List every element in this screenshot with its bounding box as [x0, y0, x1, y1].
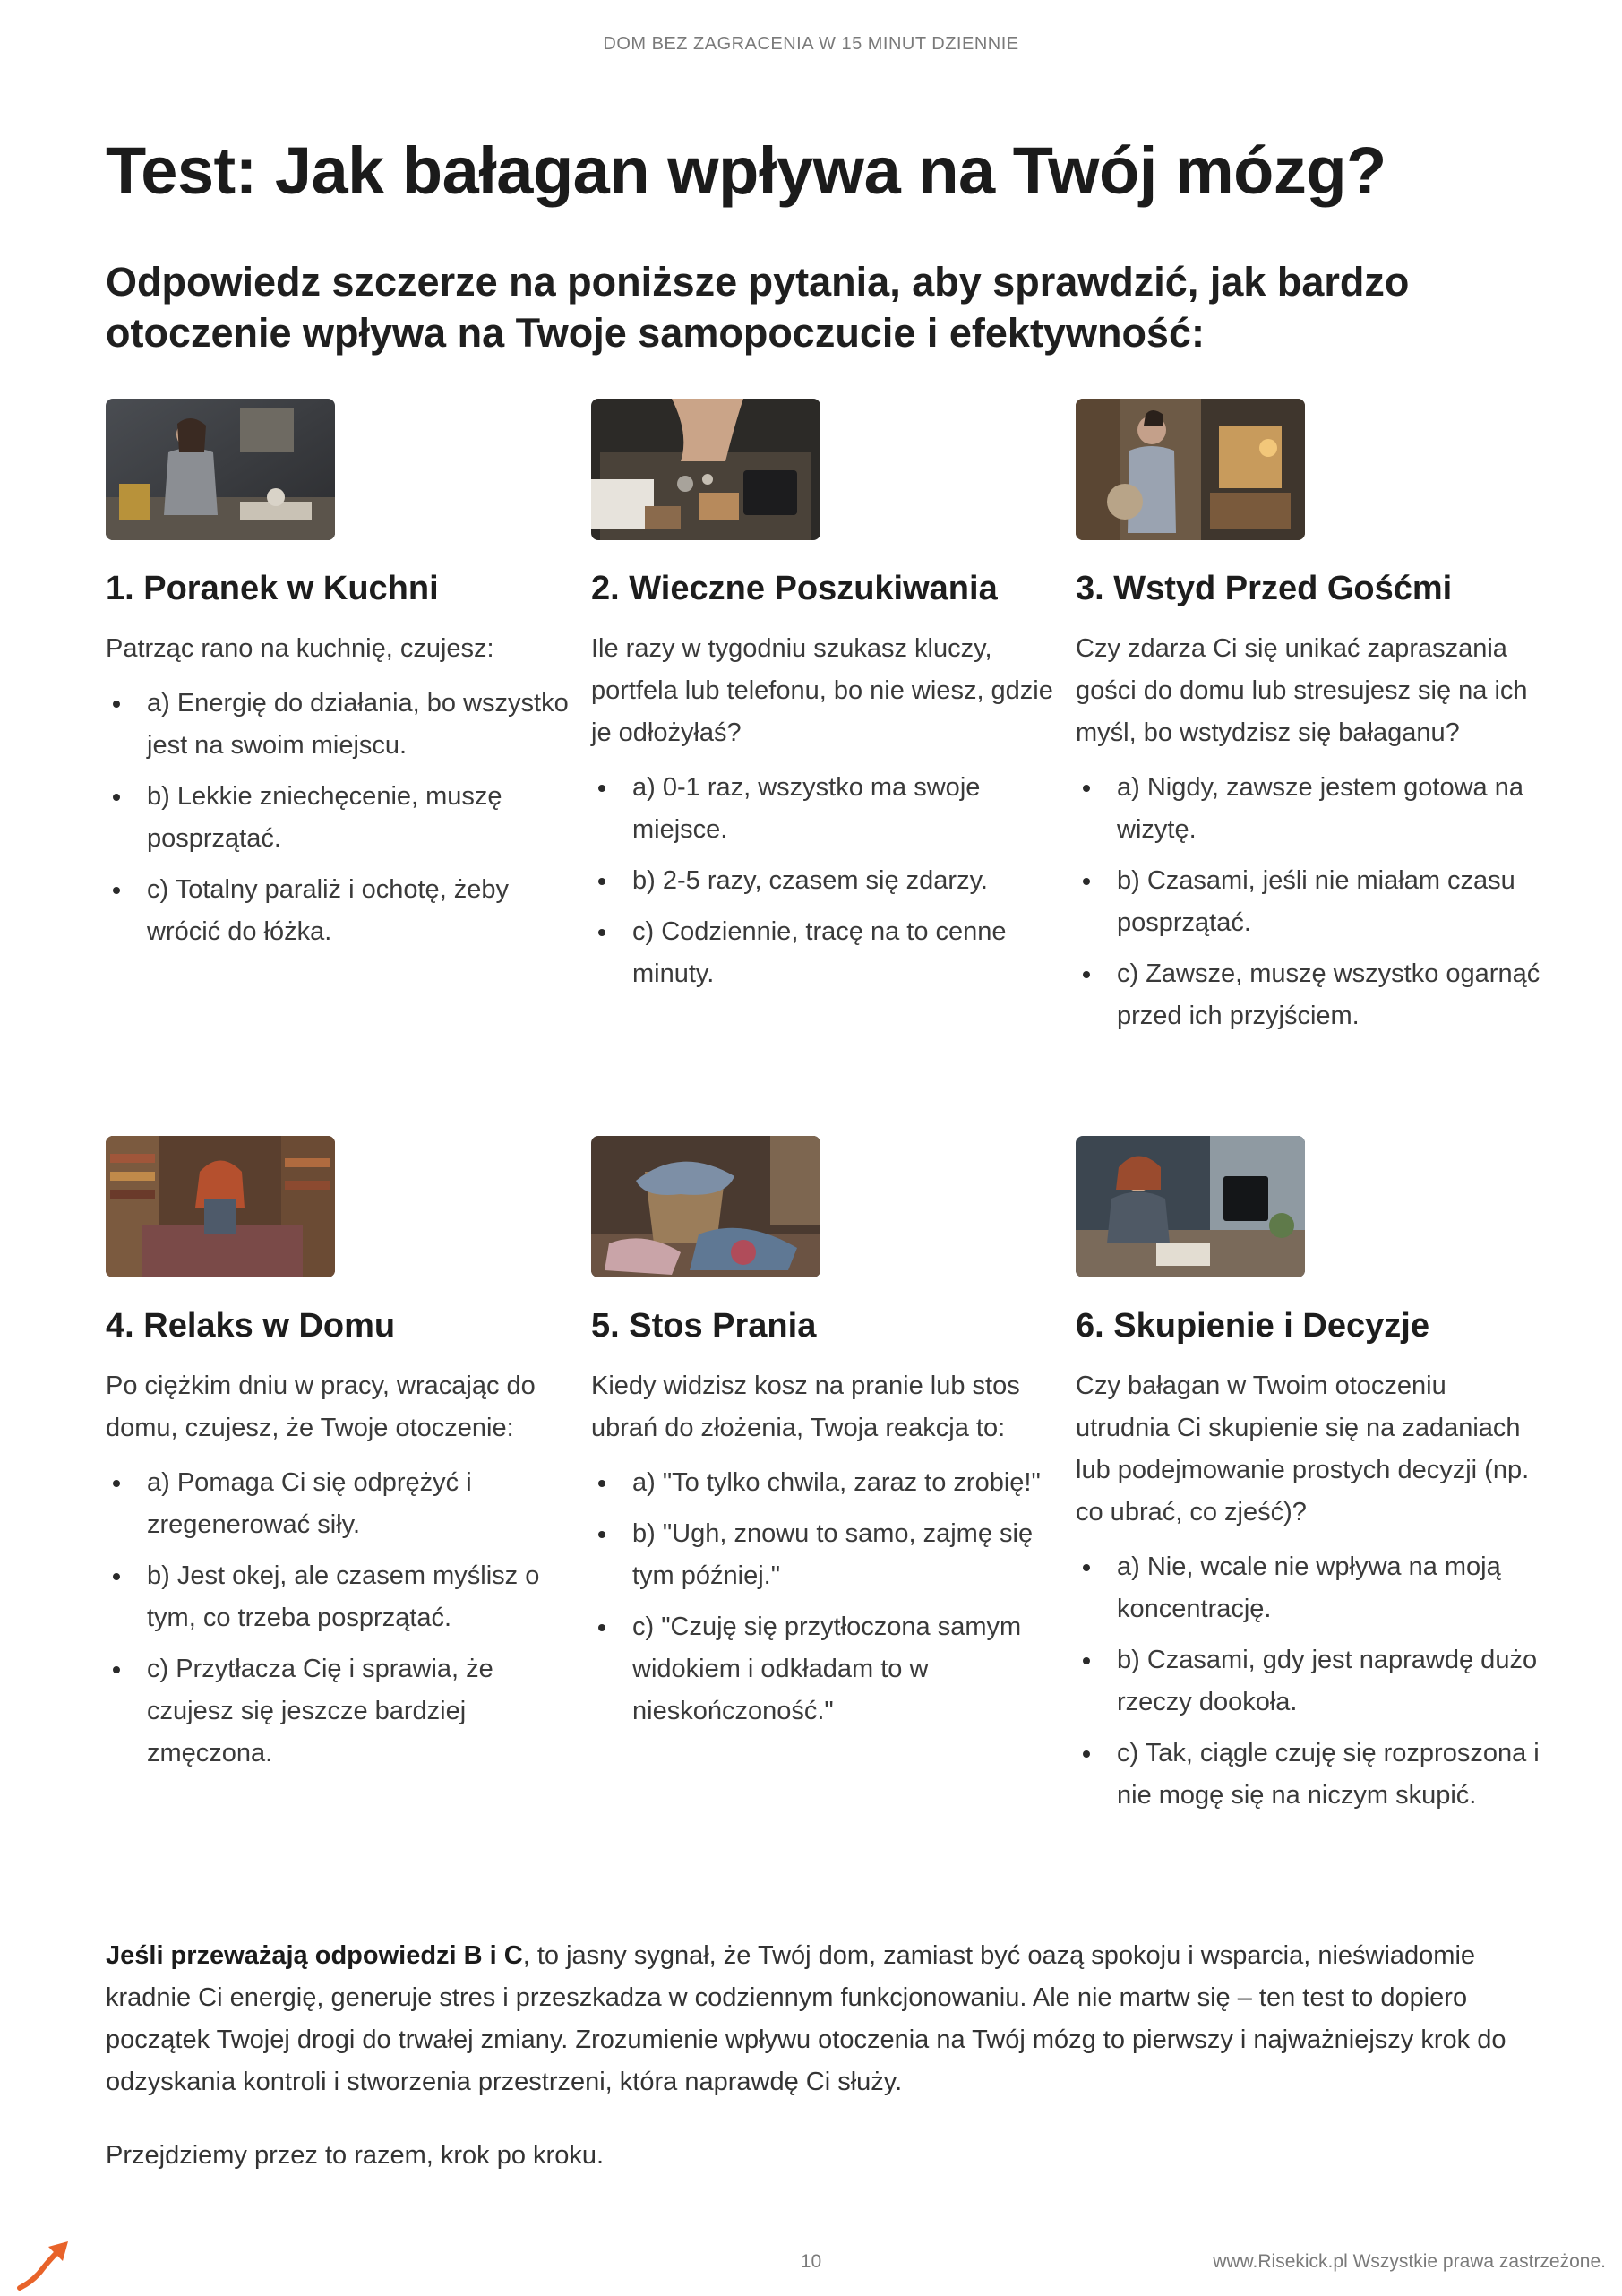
searching-keys-photo [591, 399, 820, 540]
copyright-notice: www.Risekick.pl Wszystkie prawa zastrzeżone. [1213, 2251, 1606, 2272]
summary-bold-lead: Jeśli przeważają odpowiedzi B i C [106, 1941, 523, 1970]
answer-a: a) "To tylko chwila, zaraz to zrobię!" [591, 1462, 1057, 1504]
running-header: DOM BEZ ZAGRACENIA W 15 MINUT DZIENNIE [603, 34, 1019, 54]
answer-a: a) Energię do działania, bo wszystko jest na swoim miejscu. [106, 683, 571, 767]
question-card-1 [106, 399, 571, 962]
answer-b: b) 2-5 razy, czasem się zdarzy. [591, 860, 1057, 902]
summary-text: , to jasny sygnał, że Twój dom, zamiast być oazą spokoju i wsparcia, nieświadomie kradnie Ci energię, generuje stres i przeszkadza w codziennym funkcjonowaniu. Ale nie martw się – ten test to dopiero początek Twojej drogi do trwałej zmiany. Zrozumienie wpływu otoczenia na Twój mózg to pierwszy i najważniejszy krok do odzyskania kontroli i stworzenia przestrzeni, która naprawdę Ci służy. [106, 1941, 1506, 2096]
answer-b: b) Czasami, gdy jest naprawdę dużo rzeczy dookoła. [1076, 1639, 1541, 1724]
question-text: Kiedy widzisz kosz na pranie lub stos ubrań do złożenia, Twoja reakcja to: [591, 1372, 1020, 1442]
answer-c: c) Totalny paraliż i ochotę, żeby wrócić do łóżka. [106, 869, 571, 953]
question-card-3 [1076, 399, 1541, 1046]
question-text: Po ciężkim dniu w pracy, wracając do domu, czujesz, że Twoje otoczenie: [106, 1372, 536, 1442]
laundry-pile-photo [591, 1136, 820, 1277]
question-title: 5. Stos Prania [591, 1307, 817, 1345]
question-text: Patrząc rano na kuchnię, czujesz: [106, 634, 494, 663]
question-card-4 [106, 1136, 571, 1784]
answer-a: a) Pomaga Ci się odprężyć i zregenerować siły. [106, 1462, 571, 1546]
answer-list [591, 1462, 1057, 1733]
question-title: 1. Poranek w Kuchni [106, 570, 439, 607]
page-number: 10 [800, 2251, 822, 2272]
answer-c: c) Tak, ciągle czuję się rozproszona i nie mogę się na niczym skupić. [1076, 1733, 1541, 1817]
answer-list [106, 683, 571, 953]
closing-line: Przejdziemy przez to razem, krok po kroku. [106, 2141, 605, 2170]
question-card-2 [591, 399, 1057, 1004]
question-text: Ile razy w tygodniu szukasz kluczy, portfela lub telefonu, bo nie wiesz, gdzie je odłożyłaś? [591, 634, 1053, 747]
answer-a: a) Nigdy, zawsze jestem gotowa na wizytę. [1076, 767, 1541, 851]
question-title: 3. Wstyd Przed Gośćmi [1076, 570, 1453, 607]
answer-c: c) "Czuję się przytłoczona samym widokiem i odkładam to w nieskończoność." [591, 1606, 1057, 1733]
answer-b: b) Czasami, jeśli nie miałam czasu posprzątać. [1076, 860, 1541, 944]
page-title: Test: Jak bałagan wpływa na Twój mózg? [106, 133, 1386, 208]
answer-b: b) Lekkie zniechęcenie, muszę posprzątać. [106, 776, 571, 860]
answer-a: a) 0-1 raz, wszystko ma swoje miejsce. [591, 767, 1057, 851]
question-text: Czy zdarza Ci się unikać zapraszania gości do domu lub stresujesz się na ich myśl, bo wstydzisz się bałaganu? [1076, 634, 1528, 747]
answer-c: c) Codziennie, tracę na to cenne minuty. [591, 911, 1057, 995]
kitchen-morning-photo [106, 399, 335, 540]
answer-b: b) "Ugh, znowu to samo, zajmę się tym później." [591, 1513, 1057, 1597]
answer-c: c) Przytłacza Cię i sprawia, że czujesz się jeszcze bardziej zmęczona. [106, 1648, 571, 1775]
guests-door-photo [1076, 399, 1305, 540]
question-card-5 [591, 1136, 1057, 1741]
answer-list [106, 1462, 571, 1775]
question-text: Czy bałagan w Twoim otoczeniu utrudnia Ci skupienie się na zadaniach lub podejmowanie prostych decyzji (np. co ubrać, co zjeść)? [1076, 1372, 1530, 1526]
answer-b: b) Jest okej, ale czasem myślisz o tym, co trzeba posprzątać. [106, 1555, 571, 1639]
answer-list [1076, 1546, 1541, 1817]
focus-desk-photo [1076, 1136, 1305, 1277]
answer-a: a) Nie, wcale nie wpływa na moją koncentrację. [1076, 1546, 1541, 1630]
summary-paragraph [106, 1935, 1539, 2103]
question-title: 4. Relaks w Domu [106, 1307, 396, 1345]
question-title: 6. Skupienie i Decyzje [1076, 1307, 1429, 1345]
relax-home-photo [106, 1136, 335, 1277]
answer-list [1076, 767, 1541, 1037]
answer-list [591, 767, 1057, 995]
question-card-6 [1076, 1136, 1541, 1826]
page-subtitle: Odpowiedz szczerze na poniższe pytania, aby sprawdzić, jak bardzo otoczenie wpływa na Twoje samopoczucie i efektywność: [106, 259, 1410, 356]
question-title: 2. Wieczne Poszukiwania [591, 570, 998, 607]
answer-c: c) Zawsze, muszę wszystko ogarnąć przed ich przyjściem. [1076, 953, 1541, 1037]
